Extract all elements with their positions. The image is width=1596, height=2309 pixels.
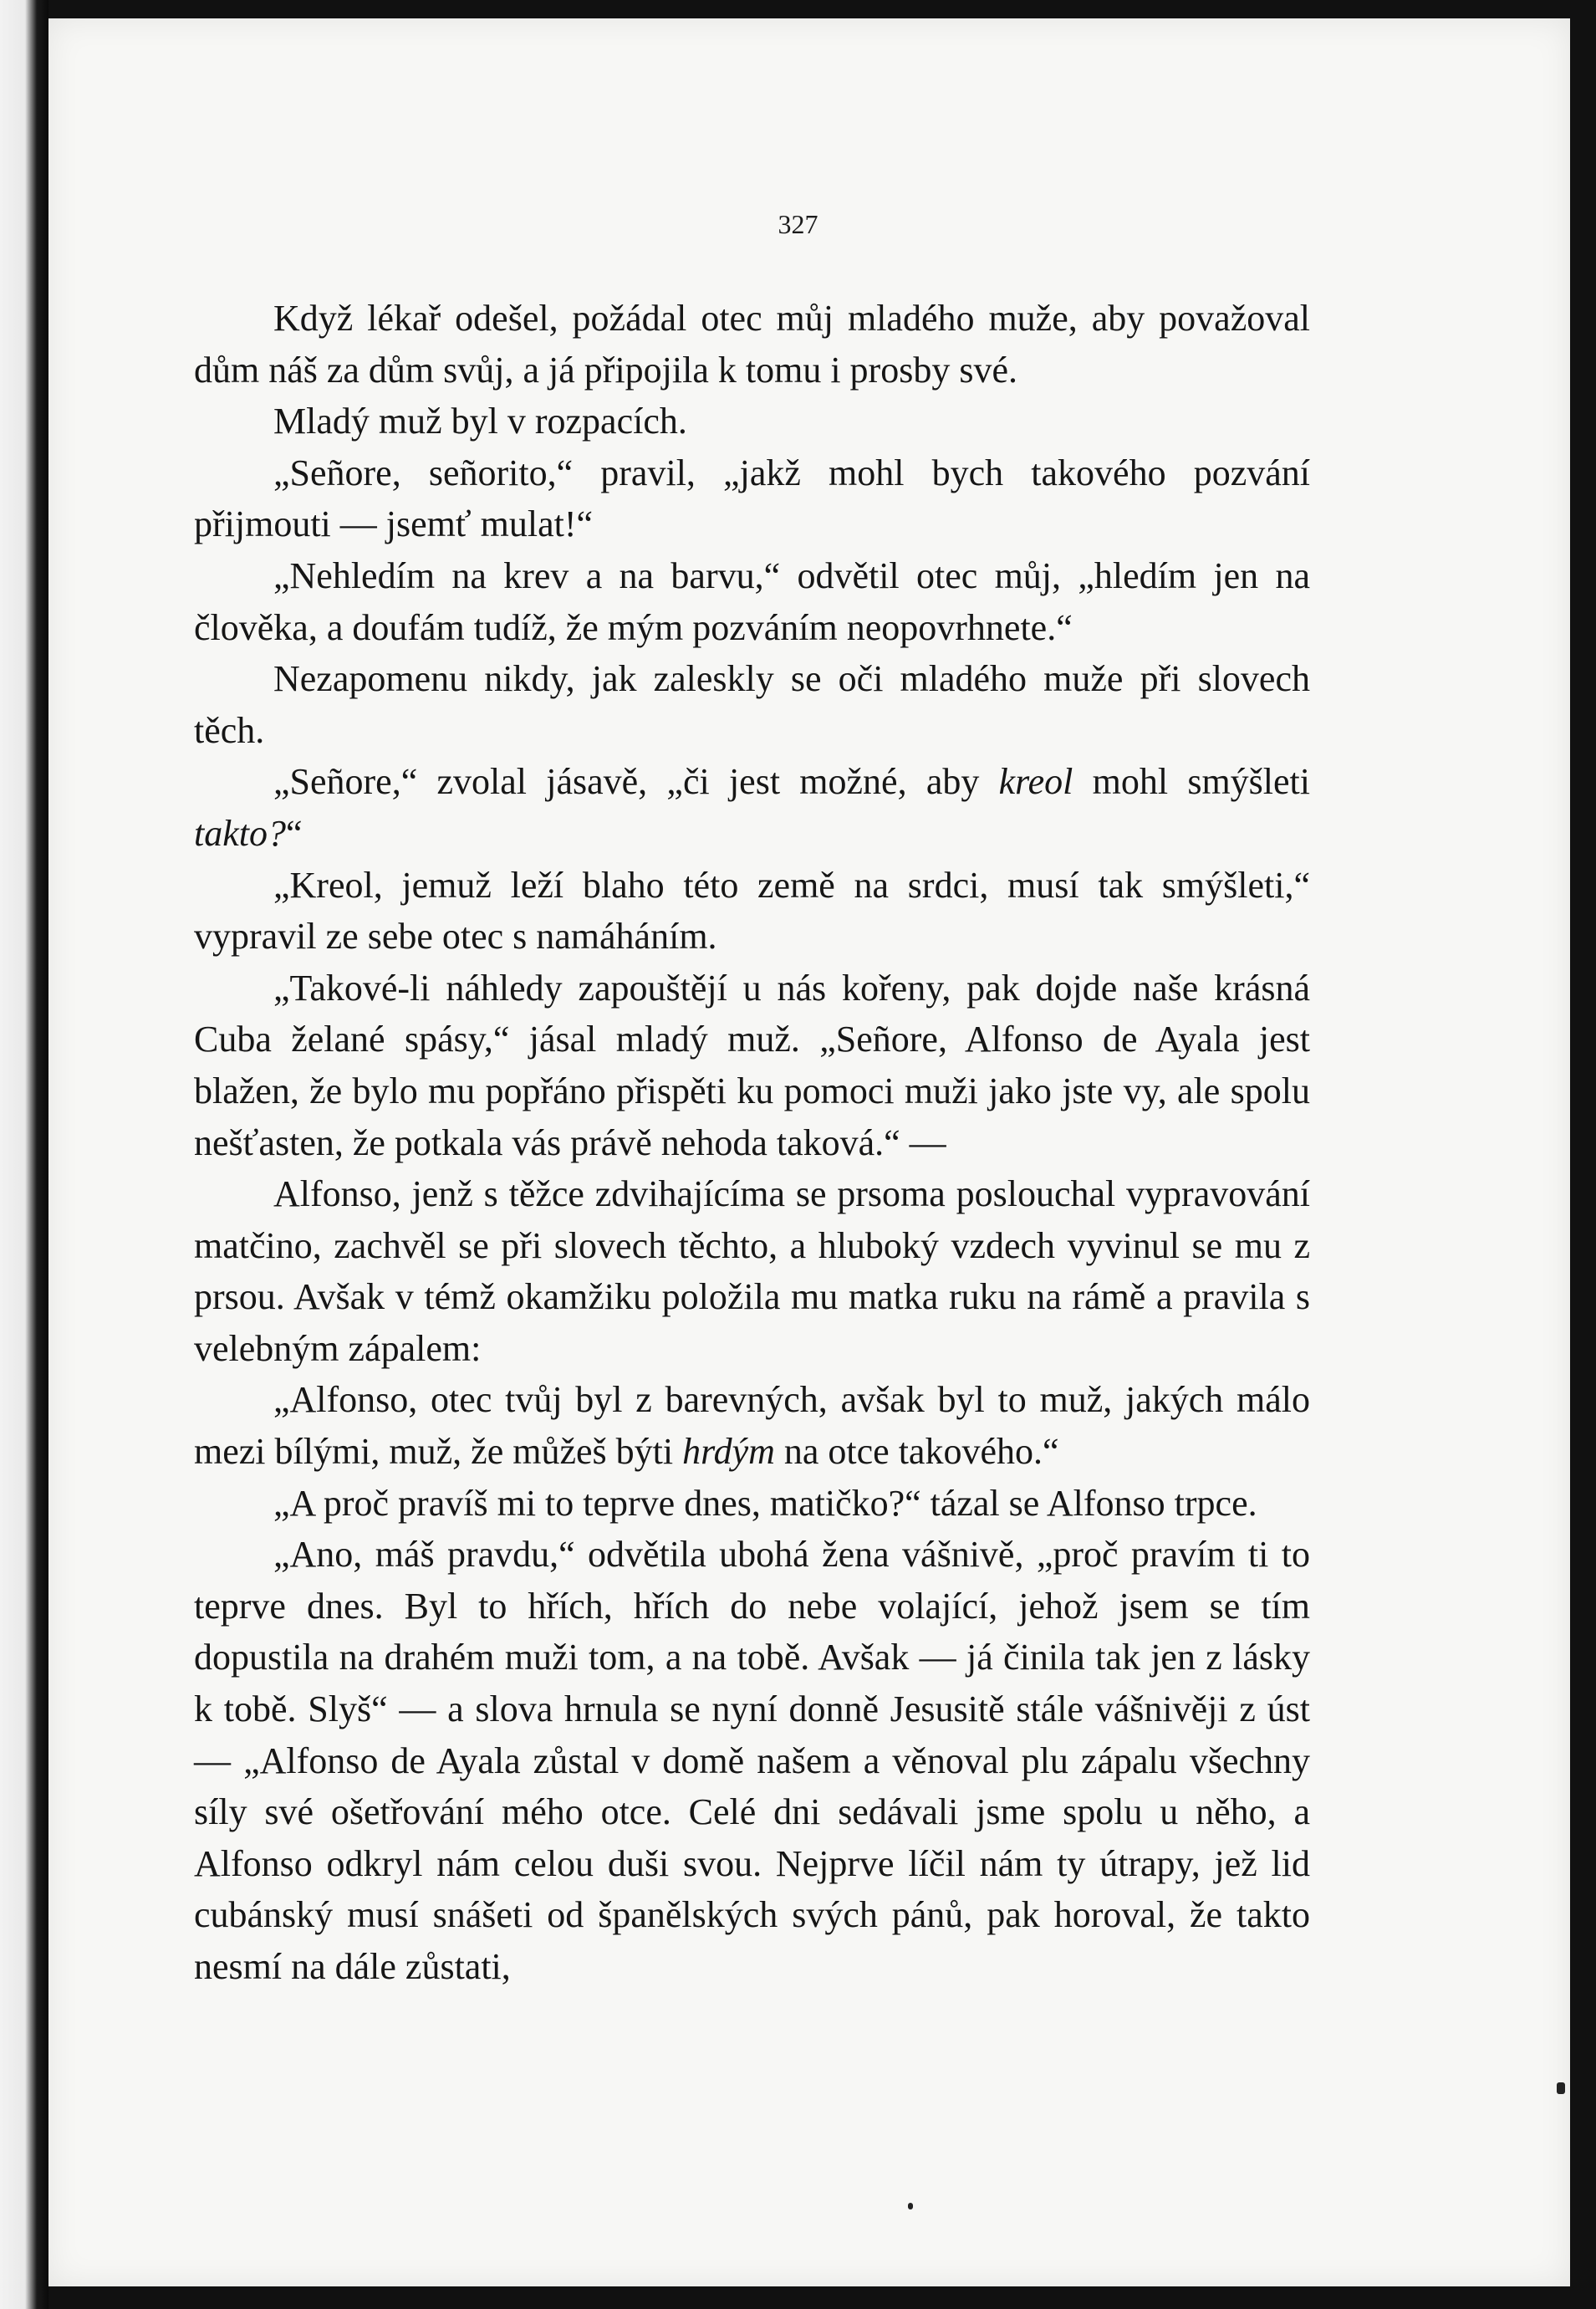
paragraph: Když lékař odešel, požádal otec můj mladého muže, aby považoval dům náš za dům svůj, a já připojila k tomu i prosby své. (194, 298, 1310, 391)
paragraph: Nezapomenu nikdy, jak zaleskly se oči mladého muže při slovech těch. (194, 658, 1310, 751)
text-run: „Alfonso, otec tvůj byl z barevných, avšak byl to muž, jakých málo mezi bílými, muž, že můžeš býti (194, 1379, 1310, 1473)
print-speck (908, 2203, 913, 2209)
paragraph: „Ano, máš pravdu,“ odvětila ubohá žena vášnivě, „proč pravím ti to teprve dnes. Byl to hřích, hřích do nebe volající, jehož jsem se tím dopustila na drahém muži tom, a na tobě. Avšak — já činila tak jen z lásky k tobě. Slyš“ — a slova hrnula se nyní donně Jesusitě stále vášnivěji z úst — „Alfonso de Ayala zůstal v domě našem a věnoval plu zápalu všechny síly své ošetřování mého otce. Celé dni sedávali jsme spolu u něho, a Alfonso odkryl nám celou duši svou. Nejprve líčil nám ty útrapy, jež lid cubánský musí snášeti od španělských svých pánů, pak horoval, že takto nesmí na dále zůstati, (194, 1534, 1310, 1987)
italic-word: kreol (998, 761, 1073, 803)
book-gutter-edge (0, 0, 48, 2309)
text-run: „Señore,“ zvolal jásavě, „či jest možné, aby (273, 761, 999, 803)
paragraph: Alfonso, jenž s těžce zdvihajícíma se prsoma poslouchal vypravování matčino, zachvěl se při slovech těchto, a hluboký vzdech vyvinul se mu z prsou. Avšak v témž okamžiku položila mu matka ruku na rámě a pravila s velebným zápalem: (194, 1173, 1310, 1369)
paragraph: Mladý muž byl v rozpacích. (273, 401, 687, 442)
print-speck (1557, 2082, 1565, 2094)
text-run: mohl smýšleti (1073, 761, 1311, 803)
paragraph (194, 756, 1310, 859)
paragraph: „Nehledím na krev a na barvu,“ odvětil otec můj, „hledím jen na člověka, a doufám tudíž, že mým pozváním neopovrhnete.“ (194, 554, 1310, 648)
paragraph: „A proč pravíš mi to teprve dnes, matičko?“ tázal se Alfonso trpce. (273, 1482, 1257, 1524)
paragraph: „Kreol, jemuž leží blaho této země na srdci, musí tak smýšleti,“ vypravil ze sebe otec s namáháním. (194, 864, 1310, 958)
text-run: na otce takového.“ (774, 1431, 1059, 1473)
paragraph (194, 1374, 1310, 1477)
page-number: 327 (778, 209, 818, 239)
italic-word: takto? (194, 812, 286, 854)
text-run: “ (285, 812, 303, 854)
paragraph: „Takové-li náhledy zapouštějí u nás kořeny, pak dojde naše krásná Cuba želané spásy,“ jásal mladý muž. „Señore, Alfonso de Ayala jest blažen, že bylo mu popřáno přispěti ku pomoci muži jako jste vy, ale spolu nešťasten, že potkala vás právě nehoda taková.“ — (194, 967, 1310, 1163)
body-text (194, 293, 1310, 1993)
italic-word: hrdým (682, 1431, 775, 1473)
paragraph: „Señore, señorito,“ pravil, „jakž mohl bych takového pozvání přijmouti — jsemť mulat!“ (194, 452, 1310, 545)
